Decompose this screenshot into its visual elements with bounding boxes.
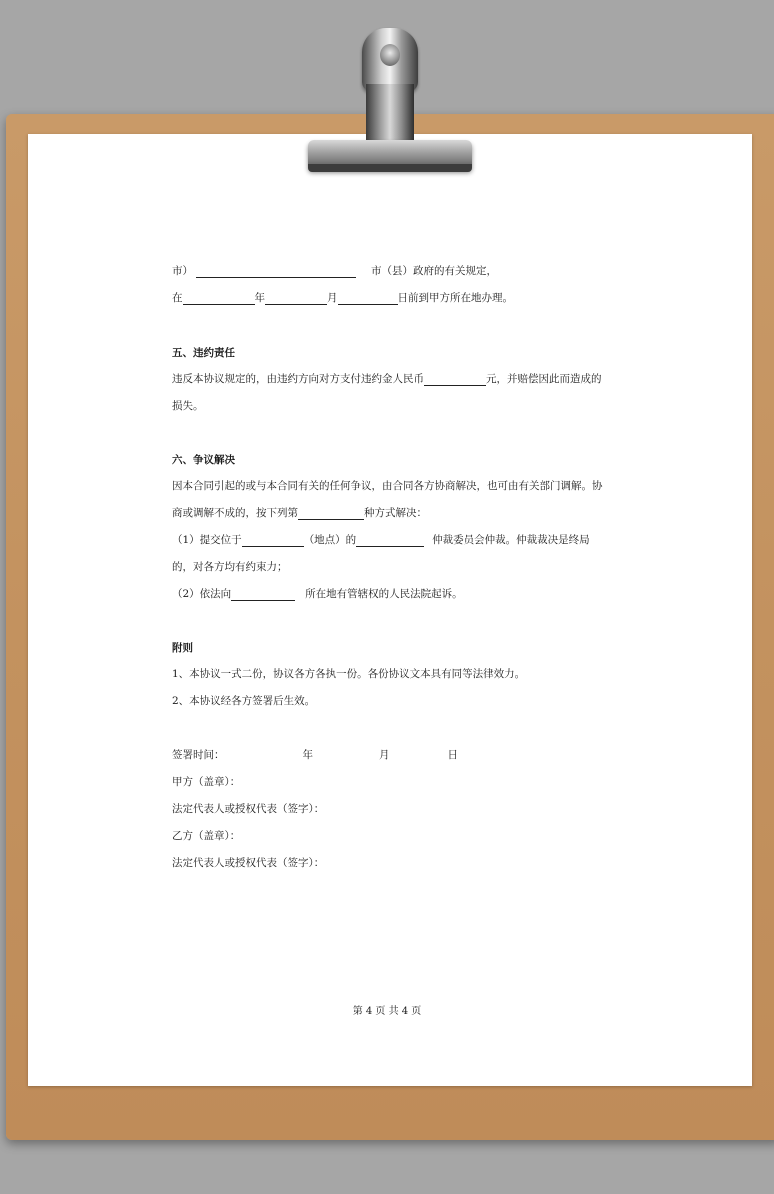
line-signing-time: 签署时间： 年 月 日 [172, 749, 458, 761]
line-city-regulation: 市） 市（县）政府的有关规定， [172, 265, 498, 277]
blank-city [196, 265, 356, 278]
line-party-b-seal: 乙方（盖章）： [172, 830, 241, 842]
line-deadline: 在 年 月 日前到甲方所在地办理。 [172, 292, 513, 304]
line-party-b-rep: 法定代表人或授权代表（签字）： [172, 857, 325, 869]
blank-arbitration-body [356, 534, 424, 547]
blank-day [338, 292, 398, 305]
line-copies: 1、本协议一式二份，协议各方各执一份。各份协议文本具有同等法律效力。 [172, 668, 526, 680]
blank-month [265, 292, 327, 305]
blank-year [183, 292, 255, 305]
blank-location [242, 534, 304, 547]
blank-court [231, 588, 295, 601]
blank-method-number [298, 507, 364, 520]
line-binding: 的，对各方均有约束力； [172, 561, 288, 573]
page-number: 第 4 页 共 4 页 [352, 1006, 422, 1017]
line-dispute-1: 因本合同引起的或与本合同有关的任何争议，由合同各方协商解决，也可由有关部门调解。协 [172, 480, 603, 492]
section-heading-dispute: 六、争议解决 [172, 454, 235, 466]
blank-penalty-amount [424, 373, 486, 386]
line-loss: 损失。 [172, 400, 204, 412]
line-court: （2）依法向 所在地有管辖权的人民法院起诉。 [172, 588, 463, 600]
line-party-a-rep: 法定代表人或授权代表（签字）： [172, 803, 325, 815]
section-heading-breach: 五、违约责任 [172, 347, 235, 359]
line-dispute-2: 商或调解不成的，按下列第 种方式解决： [172, 507, 427, 519]
line-party-a-seal: 甲方（盖章）： [172, 776, 241, 788]
line-arbitration: （1）提交位于 （地点）的 仲裁委员会仲裁。仲裁裁决是终局 [172, 534, 590, 546]
line-effective: 2、本协议经各方签署后生效。 [172, 695, 316, 707]
section-heading-supplementary: 附则 [172, 642, 193, 654]
line-penalty: 违反本协议规定的，由违约方向对方支付违约金人民币 元，并赔偿因此而造成的 [172, 373, 602, 385]
